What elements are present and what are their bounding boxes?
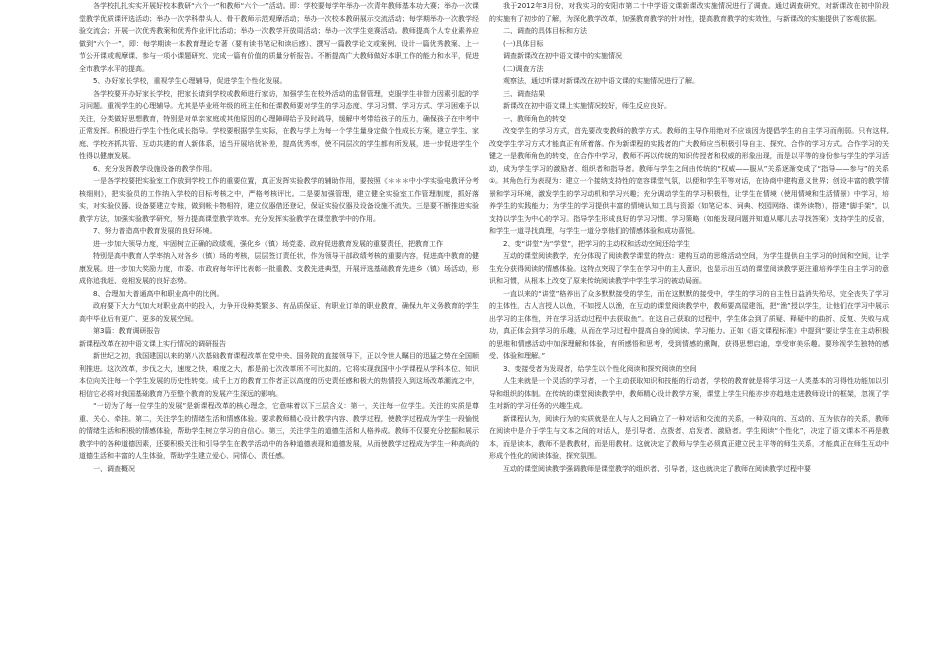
paragraph: 政府要下大力气加大对职业高中的投入，力争开设种类繁多、有品质保证、有职业订单的职业教育，确保九年义务教育的学生高中毕业后有更广、更多的发展空间。 <box>79 302 479 323</box>
paragraph: “一切为了每一位学生的发展”是新课程改革的核心理念，它意味着以下三层含义：第一，关注每一位学生。关注的实质是尊重、关心、牵挂。第二，关注学生的情绪生活和情感体验。要求教师精心设计教学内容、教学过程，使教学过程成为学生一段愉悦的情绪生活和积极的情感体验，帮助学生树立学习的自信心。第三，关注学生的道德生活和人格养成。教师不仅要充分挖掘和展示教学中的各种道德因素，还要积极关注和引导学生在教学活动中的各种道德表现和道德发展，从而使教学过程成为学生一种高尚的道德生活和丰富的人生体验，帮助学生建立爱心、同情心、责任感。 <box>79 402 479 460</box>
sub-heading: (一)具体目标 <box>503 39 544 48</box>
section-heading: 5、办好家长学校，重视学生心理辅导，促进学生个性化发展。 <box>93 77 287 85</box>
sub-heading: 2、变“讲堂”为“学堂”，把学习的主动权和活动空间还给学生 <box>503 239 690 248</box>
sub-heading: (二)调查方法 <box>503 64 544 73</box>
paragraph: 改变学生的学习方式，首先要改变教师的教学方式。教师的主导作用绝对不应该因为提倡学生的自主学习而削弱。只有这样,改变学生学习方式才能真正有所着落。作为新课程的实践者的广大教师应当积极引导自主、探究、合作的学习方式。合作学习的关键之一是教师角色的转变，在合作中学习，教师不再以传统的知识传授者和权威的形象出现，而是以平等的身份参与学生的学习活动，成为学生学习的激励者、组织者和指导者。教师与学生之间由传统的“权威——服从”关系逐渐变成了“指导——参与”的关系①。其角色行为表现为：建立一个接纳支持性的宽容课堂气氛，以便和学生平等对话，在协商中建构意义世界；创设丰富的教学情景和学习环境，激发学生的学习动机和学习兴趣；充分调动学生的学习积极性，让学生在情境（使用情境和生活情景）中学习，培养学生的实践能力；为学生的学习提供丰富的情境认知工具与资源（如笔记本、词典、校园网络、课外读物），搭建“脚手架”，以支持以学生为中心的学习。指导学生形成良好的学习习惯、学习策略（如能发现问题并知道从哪儿去寻找答案）支持学生的反省，和学生一道寻找真理，与学生一道分享他们的情感体验和成功喜悦。 <box>489 127 889 235</box>
paragraph: 一直以来的“讲堂”格养出了众多默默接受的学生，而在这默默的接受中，学生的学习的自主性日益消失殆尽，完全丧失了学习的主体性，古人言授人以鱼，不如授人以渔，在互动的课堂阅读教学中，教师要高屋建瓴，把“渔”授以学生，让他们在学习中展示出学习的主体性，并在学习活动过程中去获取鱼”。在这自己获取的过程中，学生体会到了质疑、释疑中的曲折、反复、失败与成功，真正体会到学习的乐趣，从而在学习过程中提高自身的阅读、学习能力。正如《语文课程标准》中提到“要让学生在主动积极的思维和情感活动中加深理解和体验，有所感悟和思考，受到情感的熏陶，获得思想启迪，享受审美乐趣。要珍视学生独特的感受、体验和理解。” <box>489 289 889 360</box>
right-column <box>489 0 889 475</box>
sub-heading: 3、变接受者为发现者，给学生以个性化阅读和探究阅读的空间 <box>503 364 697 373</box>
section-heading: 6、充分发挥教学设施设备的教学作用。 <box>93 164 217 173</box>
paragraph: 进一步加大领导力度，牢固树立正确的政绩观，强化乡（镇）场党委、政府促进教育发展的重要责任，把教育工作 <box>93 239 443 248</box>
article-subtitle: 新课程改革在初中语文课上实行情况的调研报告 <box>79 339 226 348</box>
paragraph: 我于2012年3月份，对我实习的安阳市第二十中学语文课新课改实施情况进行了调查。通过调查研究，对新课改在初中阶段的实施有了初步的了解，为深化教学改革，加强教育教学的针对性，提高教育教学的实效性，与新课改的实施提供了客观依据。 <box>489 2 889 23</box>
paragraph: 人生来就是一个灵活的学习者，一个主动获取知识和技能的行动者，学校的教育就是将学习这一人类基本的习得性功能加以引导和组织的体制。在传统的课堂阅读教学中，教师精心设计教学方案，课堂上学生只能亦步亦趋地走进教师设计的框架，忽视了学生对新的学习任务的兴趣生成。 <box>489 377 889 410</box>
section-heading: 三、调查结果 <box>503 89 545 98</box>
paragraph: 一是各学校要把实验室工作放到学校工作的重要位置，真正发挥实验教学的辅助作用，要按照《＊＊＊中小学实验电教评分考核细则》，把实验员的工作纳入学校的目标考核之中，严格考核评比。二是要加强管理，建立健全实验室工作管理制度，抓好落实，对实验仪器、设备要建立专账，做到帐卡物相符，建立仪器借还登记，保证实验仪器及设备设施不流失。三是要不断推进实验教学方法，加强实验教学研究，努力提高课堂教学效率。充分发挥实验教学在课堂教学中的作用。 <box>79 177 479 223</box>
paragraph: 调查新课改在初中语文课中的实施情况 <box>503 52 622 60</box>
left-column <box>79 0 479 475</box>
section-heading: 一、调查概况 <box>93 464 135 473</box>
section-heading: 二、调查的具体目标和方法 <box>503 27 587 35</box>
paragraph: 新课改在初中语文课上实施情况较好，师生反应良好。 <box>503 102 671 110</box>
paragraph: 特别是高中教育人学率纳入对各乡（镇）场的考核，层层签订责任状，作为领导干部政绩考核的重要内容，促进高中教育的健康发展。进一步加大奖励力度，市委、市政府每年评比表彰一批重教、支教先进典型，开展评选基础教育先进乡（镇）场活动，形成你追我赶、竞相发展的良好态势。 <box>79 252 479 285</box>
paragraph: 新世纪之初，我国建国以来的第八次基础教育课程改革在党中央、国务院的直接领导下，正以令世人瞩目的迅猛之势在全国顺利推进。这次改革，步伐之大，速度之快，难度之大，都是前七次改革所不可比拟的。它将实现我国中小学课程从学科本位、知识本位向关注每一个学生发展的历史性转变。成千上万的教育工作者正以高度的历史责任感和极大的热情投入到这场改革潮流之中，相信它必将对我国基础教育乃至整个教育的发展产生深远的影响。 <box>79 352 479 398</box>
paragraph: 各学校要开办好家长学校，把家长请到学校或教师进行家访，加强学生在校外活动的监督管理，克服学生非智力因素引起的学习问题。重视学生的心理辅导。尤其是毕业班年级的班主任和任课教师要对学生的学习态度、学习习惯、学习方式、学习困难予以关注，分类做好思想教育，特别是对单亲家庭或其他原因的心理障碍给予及时疏导，缓解中考带给孩子的压力，确保孩子在中考中正常发挥。积极进行学生个性化成长指导。学校要根据学生实际，在教与学上为每一个学生量身定做个性成长方案，建立学生、家庭、学校齐抓共管、互动共建的育人新体系，适当开展培优补差，提高优秀率，使不同层次的学生都有所发展，进一步促进学生个性得以健康发展。 <box>79 89 479 160</box>
paragraph: 观察法，通过听课对新课改在初中语文课的实施情况进行了解。 <box>503 77 699 85</box>
paragraph: 互动的课堂阅读教学，充分体现了阅读教学课堂的特点：建构互动的思维活动空间，为学生提供自主学习的时间和空间，让学生充分获得阅读的情感体验。这特点突现了学生在学习中的主人意识，也显示出互动的课堂阅读教学更注重培养学生自主学习的意识和习惯，从根本上改变了原来传统阅读教学中学生学习的被动局面。 <box>489 252 889 285</box>
paragraph: 互动的课堂阅读教学强调教师是课堂教学的组织者、引导者，这也就决定了教师在阅读教学过程中要 <box>503 464 811 473</box>
section-heading: 8、合理加大普通高中和职业高中的比例。 <box>93 289 224 298</box>
sub-heading: 一、教师角色的转变 <box>503 114 566 123</box>
paragraph: 新课程认为，阅读行为的实质就是在人与人之间确立了一种对话和交流的关系，一种双向的、互动的、互为依存的关系，教师在阅读中是介于学生与文本之间的对话人，是引导者、点拨者、启发者、激励者。学生阅读“个性化”，决定了语文课本不再是教本，而是读本，教师不是教教材，而是用教材。这就决定了教师与学生必须真正建立民主平等的师生关系，才能真正在师生互动中形成个性化的阅读体验，探究氛围。 <box>489 414 889 460</box>
paragraph: 各学校扎扎实实开展好校本教研“六个一”和教师“六个一”活动。即：学校要每学年举办一次青年教师基本功大赛；举办一次课堂教学优质课评选活动；举办一次学科带头人、骨干教师示范观摩活动；举办一次校本教研展示交流活动；每学期举办一次教学经验交流会；开展一次优秀教案和优秀作业评比活动；举办一次教学开放周活动；举办一次学生竞赛活动。教师提高个人专业素养应做到“六个一”，即：每学期读一本教育理论专著（要有读书笔记和读后感）、撰写一篇教学论文或案例、设计一篇优秀教案、上一节公开课或观摩课、参与一项小课题研究、完成一篇有价值的质量分析报告。不断提高广大教师做好本职工作的能力和水平，促进全市教学水平的提高。 <box>79 2 479 73</box>
article-title: 第3篇：教育调研报告 <box>93 327 161 335</box>
section-heading: 7、努力普造高中教育发展的良好环境。 <box>93 227 217 235</box>
